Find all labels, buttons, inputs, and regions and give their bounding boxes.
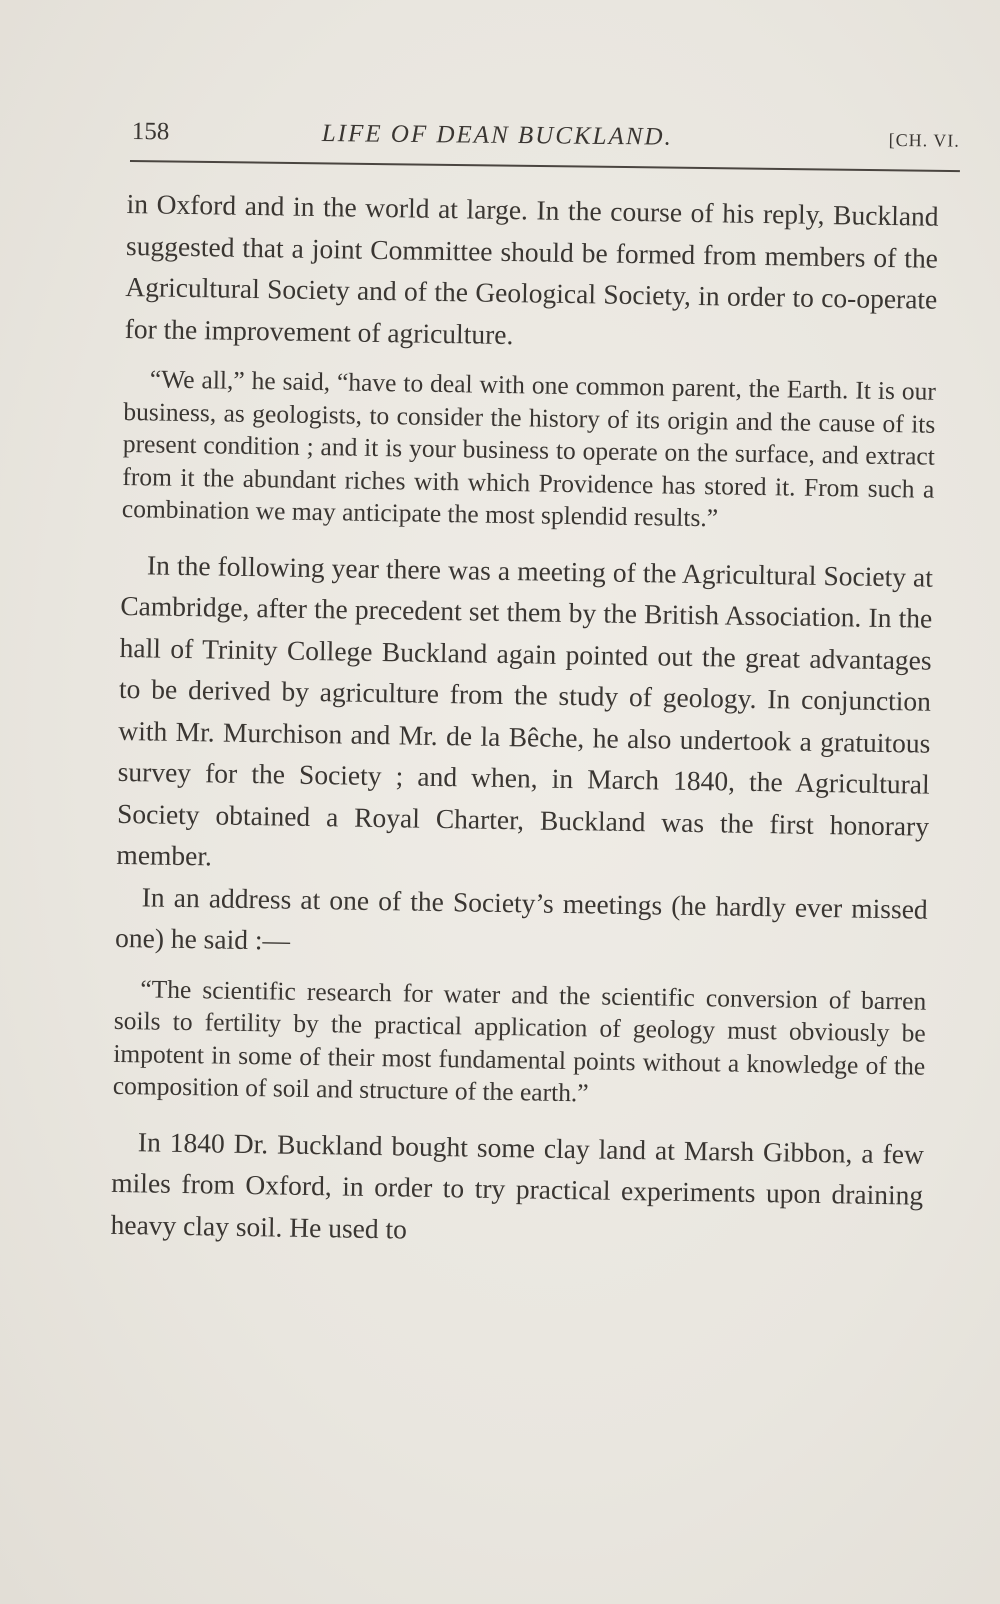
block-quote-scientific-research: “The scientific research for water and the scientific conversion of barren soils to fertility by the practical application of geology must obviously be impotent in some of their most fundamental points without a knowledge of the composition of soil and structure of the earth.”: [112, 973, 927, 1108]
paragraph-continuation: in Oxford and in the world at large. In the course of his reply, Buckland suggested that a joint Committee should be formed from members of the Agricultural Society and of the Geological Society, in order to co-operate for the improvement of agriculture.: [124, 187, 939, 350]
paragraph-address: In an address at one of the Society’s meetings (he hardly ever missed one) he said :—: [114, 880, 928, 956]
block-quote-earth: “We all,” he said, “have to deal with one common parent, the Earth. It is our business, as geologists, to consider the history of its origin and the cause of its present condition ; and it is your business to operate on the surface, and extract from it the abundant riches with which Providence has stored it. From such a combination we may anticipate the most splendid results.”: [121, 364, 937, 533]
running-title: LIFE OF DEAN BUCKLAND.: [321, 119, 673, 151]
body-text: [110, 183, 939, 1258]
paragraph-marsh-gibbon: In 1840 Dr. Buckland bought some clay land at Marsh Gibbon, a few miles from Oxford, in order to try practical experiments upon draining heavy clay soil. He used to: [110, 1125, 925, 1245]
chapter-reference: [CH. VI.: [888, 129, 960, 151]
paragraph-cambridge-meeting: In the following year there was a meeting of the Agricultural Society at Cambridge, after the precedent set them by the British Association. In the hall of Trinity College Buckland again pointed out the great advantages to be derived by agriculture from the study of geology. In conjunction with Mr. Murchison and Mr. de la Bêche, he also undertook a gratuitous survey for the Society ; and when, in March 1840, the Agricultural Society obtained a Royal Charter, Buckland was the first honorary member.: [116, 548, 934, 872]
page-number: 158: [131, 118, 170, 146]
running-head: [132, 118, 960, 167]
